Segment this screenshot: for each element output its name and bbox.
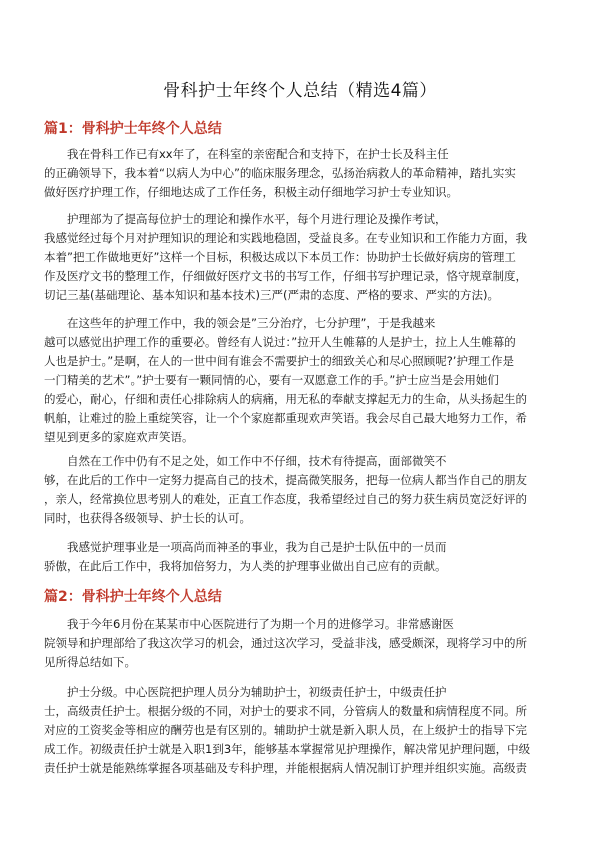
text-line: 望见到更多的家庭欢声笑语。 <box>44 430 194 444</box>
text-line: 对应的工资奖金等相应的酬劳也是有区别的。辅助护士就是新入职人员，在上级护士的指导下完 <box>44 723 527 737</box>
text-line: 责任护士就是能熟练掌握各项基础及专科护理，并能根据病人情况制订护理并组织实施。高级责 <box>44 761 527 775</box>
text-line: 越可以感觉出护理工作的重要必。曾经有人说过：”拉开人生帷幕的人是护士，拉上人生帷幕的 <box>44 335 516 349</box>
text-line: ，亲人，经常换位思考别人的难处，正直工作态度，我希望经过自己的努力获生病员宽泛好评的 <box>44 492 527 506</box>
text-line: 做好医疗护理工作，仔细地达成了工作任务，积极主动仔细地学习护士专业知识。 <box>44 185 458 199</box>
text-line: 骄傲，在此后工作中，我将加倍努力，为人类的护理事业做出自己应有的贡献。 <box>44 559 447 573</box>
text-line: 我在骨科工作已有xx年了，在科室的亲密配合和支持下，在护士长及科主任 <box>67 147 449 161</box>
text-line: 同时，也获得各级领导、护士长的认可。 <box>44 511 251 525</box>
paragraph <box>44 538 564 576</box>
paragraph <box>44 615 564 672</box>
text-line: 的爱心，耐心，仔细和责任心排除病人的病痛，用无私的奉献支撑起无力的生命，从头扬起生的 <box>44 392 527 406</box>
text-line: 自然在工作中仍有不足之处，如工作中不仔细，技术有待提高，面部微笑不 <box>67 454 447 468</box>
text-line: 本着”把工作做地更好”这样一个目标，积极达成以下本员工作：协助护士长做好病房的管理工 <box>44 250 516 264</box>
text-line: 作及医疗文书的整理工作，仔细做好医疗文书的书写工作，仔细书写护理记录，恪守规章制度， <box>44 269 527 283</box>
text-line: 士，高级责任护士。根据分级的不同，对护士的要求不同，分管病人的数量和病情程度不同。所 <box>44 704 527 718</box>
paragraph <box>44 145 564 202</box>
text-line: 护理部为了提高每位护士的理论和操作水平，每个月进行理论及操作考试， <box>67 212 447 226</box>
text-line: 的正确领导下，我本着“以病人为中心”的临床服务理念，弘扬治病救人的革命精神，踏扎实实 <box>44 166 516 180</box>
paragraph <box>44 314 564 447</box>
text-line: 我感觉护理事业是一项高尚而神圣的事业，我为自己是护士队伍中的一员而 <box>67 540 447 554</box>
text-line: 院领导和护理部给了我这次学习的机会，通过这次学习，受益非浅，感受颇深，现将学习中的所 <box>44 636 527 650</box>
text-line: 见所得总结如下。 <box>44 655 136 669</box>
section-heading-1: 篇1：骨科护士年终个人总结 <box>44 121 222 137</box>
text-line: 护士分级。中心医院把护理人员分为辅助护士，初级责任护士，中级责任护 <box>67 685 447 699</box>
text-line: 在这些年的护理工作中，我的领会是”三分治疗，七分护理”，于是我越来 <box>67 316 436 330</box>
text-line: 够，在此后的工作中一定努力提高自己的技术，提高微笑服务，把每一位病人都当作自己的朋友 <box>44 473 527 487</box>
text-line: 一门精美的艺术”。”护士要有一颗同情的心，要有一双愿意工作的手。”护士应当是会用她们 <box>44 373 499 387</box>
text-line: 人也是护士。”是啊，在人的一世中间有谁会不需要护士的细致关心和尽心照顾呢?’护理工作是 <box>44 354 514 368</box>
paragraph <box>44 683 564 778</box>
section-heading-2: 篇2：骨科护士年终个人总结 <box>44 589 222 605</box>
paragraph <box>44 452 564 528</box>
text-line: 切记三基(基础理论、基本知识和基本技术)三严(严肃的态度、严格的要求、严实的方法)。 <box>44 288 499 302</box>
text-line: 成工作。初级责任护士就是入职1到3年，能够基本掌握常见护理操作，解决常见护理问题，中级 <box>44 742 531 756</box>
paragraph <box>44 210 564 305</box>
text-line: 帆舶，让难过的脸上重绽笑容，让一个个家庭都重现欢声笑语。我会尽自己最大地努力工作，希 <box>44 411 527 425</box>
text-line: 我于今年6月份在某某市中心医院进行了为期一个月的进修学习。非常感谢医 <box>67 617 454 631</box>
document-title: 骨科护士年终个人总结（精选4篇） <box>163 81 437 101</box>
text-line: 我感觉经过每个月对护理知识的理论和实践地稳固，受益良多。在专业知识和工作能力方面，我 <box>44 231 527 245</box>
